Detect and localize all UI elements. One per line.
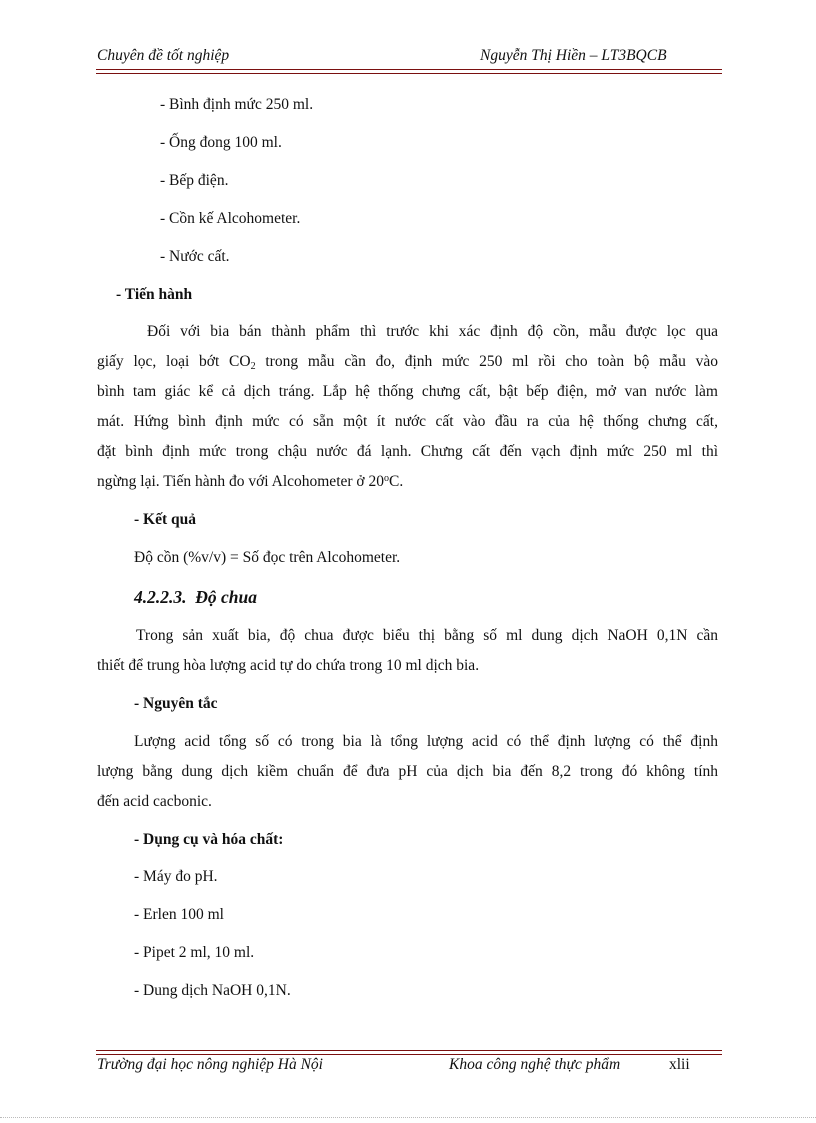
superscript: o bbox=[384, 473, 389, 484]
subscript: 2 bbox=[250, 361, 256, 372]
footer-rule bbox=[96, 1050, 722, 1055]
list-item: - Máy đo pH. bbox=[134, 868, 218, 885]
list-item: - Pipet 2 ml, 10 ml. bbox=[134, 944, 255, 961]
formula-line: Độ cồn (%v/v) = Số đọc trên Alcohometer. bbox=[134, 549, 401, 566]
header-rule bbox=[96, 69, 722, 74]
paragraph-line: đến acid cacbonic. bbox=[97, 793, 212, 810]
list-item: - Bình định mức 250 ml. bbox=[160, 96, 314, 113]
paragraph-line: thiết để trung hòa lượng acid tự do chứa trong 10 ml dịch bia. bbox=[97, 657, 480, 674]
list-item: - Ống đong 100 ml. bbox=[160, 134, 282, 151]
section-heading bbox=[134, 587, 257, 608]
header-author: Nguyễn Thị Hiền – LT3BQCB bbox=[480, 47, 667, 64]
dung-cu-heading: - Dụng cụ và hóa chất: bbox=[134, 831, 284, 848]
page-boundary bbox=[0, 1117, 816, 1118]
tien-hanh-heading: - Tiến hành bbox=[116, 286, 193, 303]
paragraph-line: Đối với bia bán thành phẩm thì trước khi xác định độ cồn, mẫu được lọc qua bbox=[147, 323, 718, 340]
list-item: - Cồn kế Alcohometer. bbox=[160, 210, 301, 227]
paragraph-line: Trong sản xuất bia, độ chua được biểu thị bằng số ml dung dịch NaOH 0,1N cần bbox=[136, 627, 718, 644]
page-footer bbox=[97, 1056, 720, 1078]
paragraph-line: Lượng acid tổng số có trong bia là tổng lượng acid có thể định lượng có thể định bbox=[134, 733, 718, 750]
section-title: Độ chua bbox=[195, 587, 257, 607]
footer-school: Trường đại học nông nghiệp Hà Nội bbox=[97, 1056, 323, 1073]
page-header bbox=[97, 47, 720, 69]
paragraph-line: lượng bằng dung dịch kiềm chuẩn để đưa pH của dịch bia đến 8,2 trong đó không tính bbox=[97, 763, 718, 780]
list-item: - Dung dịch NaOH 0,1N. bbox=[134, 982, 291, 999]
paragraph-line: đặt bình định mức trong chậu nước đá lạnh. Chưng cất đến vạch định mức 250 ml thì bbox=[97, 443, 718, 460]
footer-faculty: Khoa công nghệ thực phẩm bbox=[449, 1056, 621, 1073]
paragraph-line: mát. Hứng bình định mức có sẵn một ít nước cất vào đầu ra của hệ thống chưng cất, bbox=[97, 413, 718, 430]
page-number: xlii bbox=[669, 1056, 690, 1073]
header-title: Chuyên đề tốt nghiệp bbox=[97, 47, 230, 64]
list-item: - Bếp điện. bbox=[160, 172, 229, 189]
list-item: - Erlen 100 ml bbox=[134, 906, 224, 923]
paragraph-line: giấy lọc, loại bớt $CO_2$ trong mẫu cần đo, định mức 250 ml rồi cho toàn bộ mẫu vào bbox=[97, 353, 718, 372]
paragraph-line: bình tam giác kể cả dịch tráng. Lắp hệ thống chưng cất, bật bếp điện, mở van nước làm bbox=[97, 383, 718, 400]
list-item: - Nước cất. bbox=[160, 248, 230, 265]
section-number: 4.2.2.3. bbox=[134, 587, 187, 607]
ket-qua-heading: - Kết quả bbox=[134, 511, 196, 528]
paragraph-line: ngừng lại. Tiến hành đo với Alcohometer ở 20$^o$C. bbox=[97, 473, 404, 490]
nguyen-tac-heading: - Nguyên tắc bbox=[134, 695, 218, 712]
